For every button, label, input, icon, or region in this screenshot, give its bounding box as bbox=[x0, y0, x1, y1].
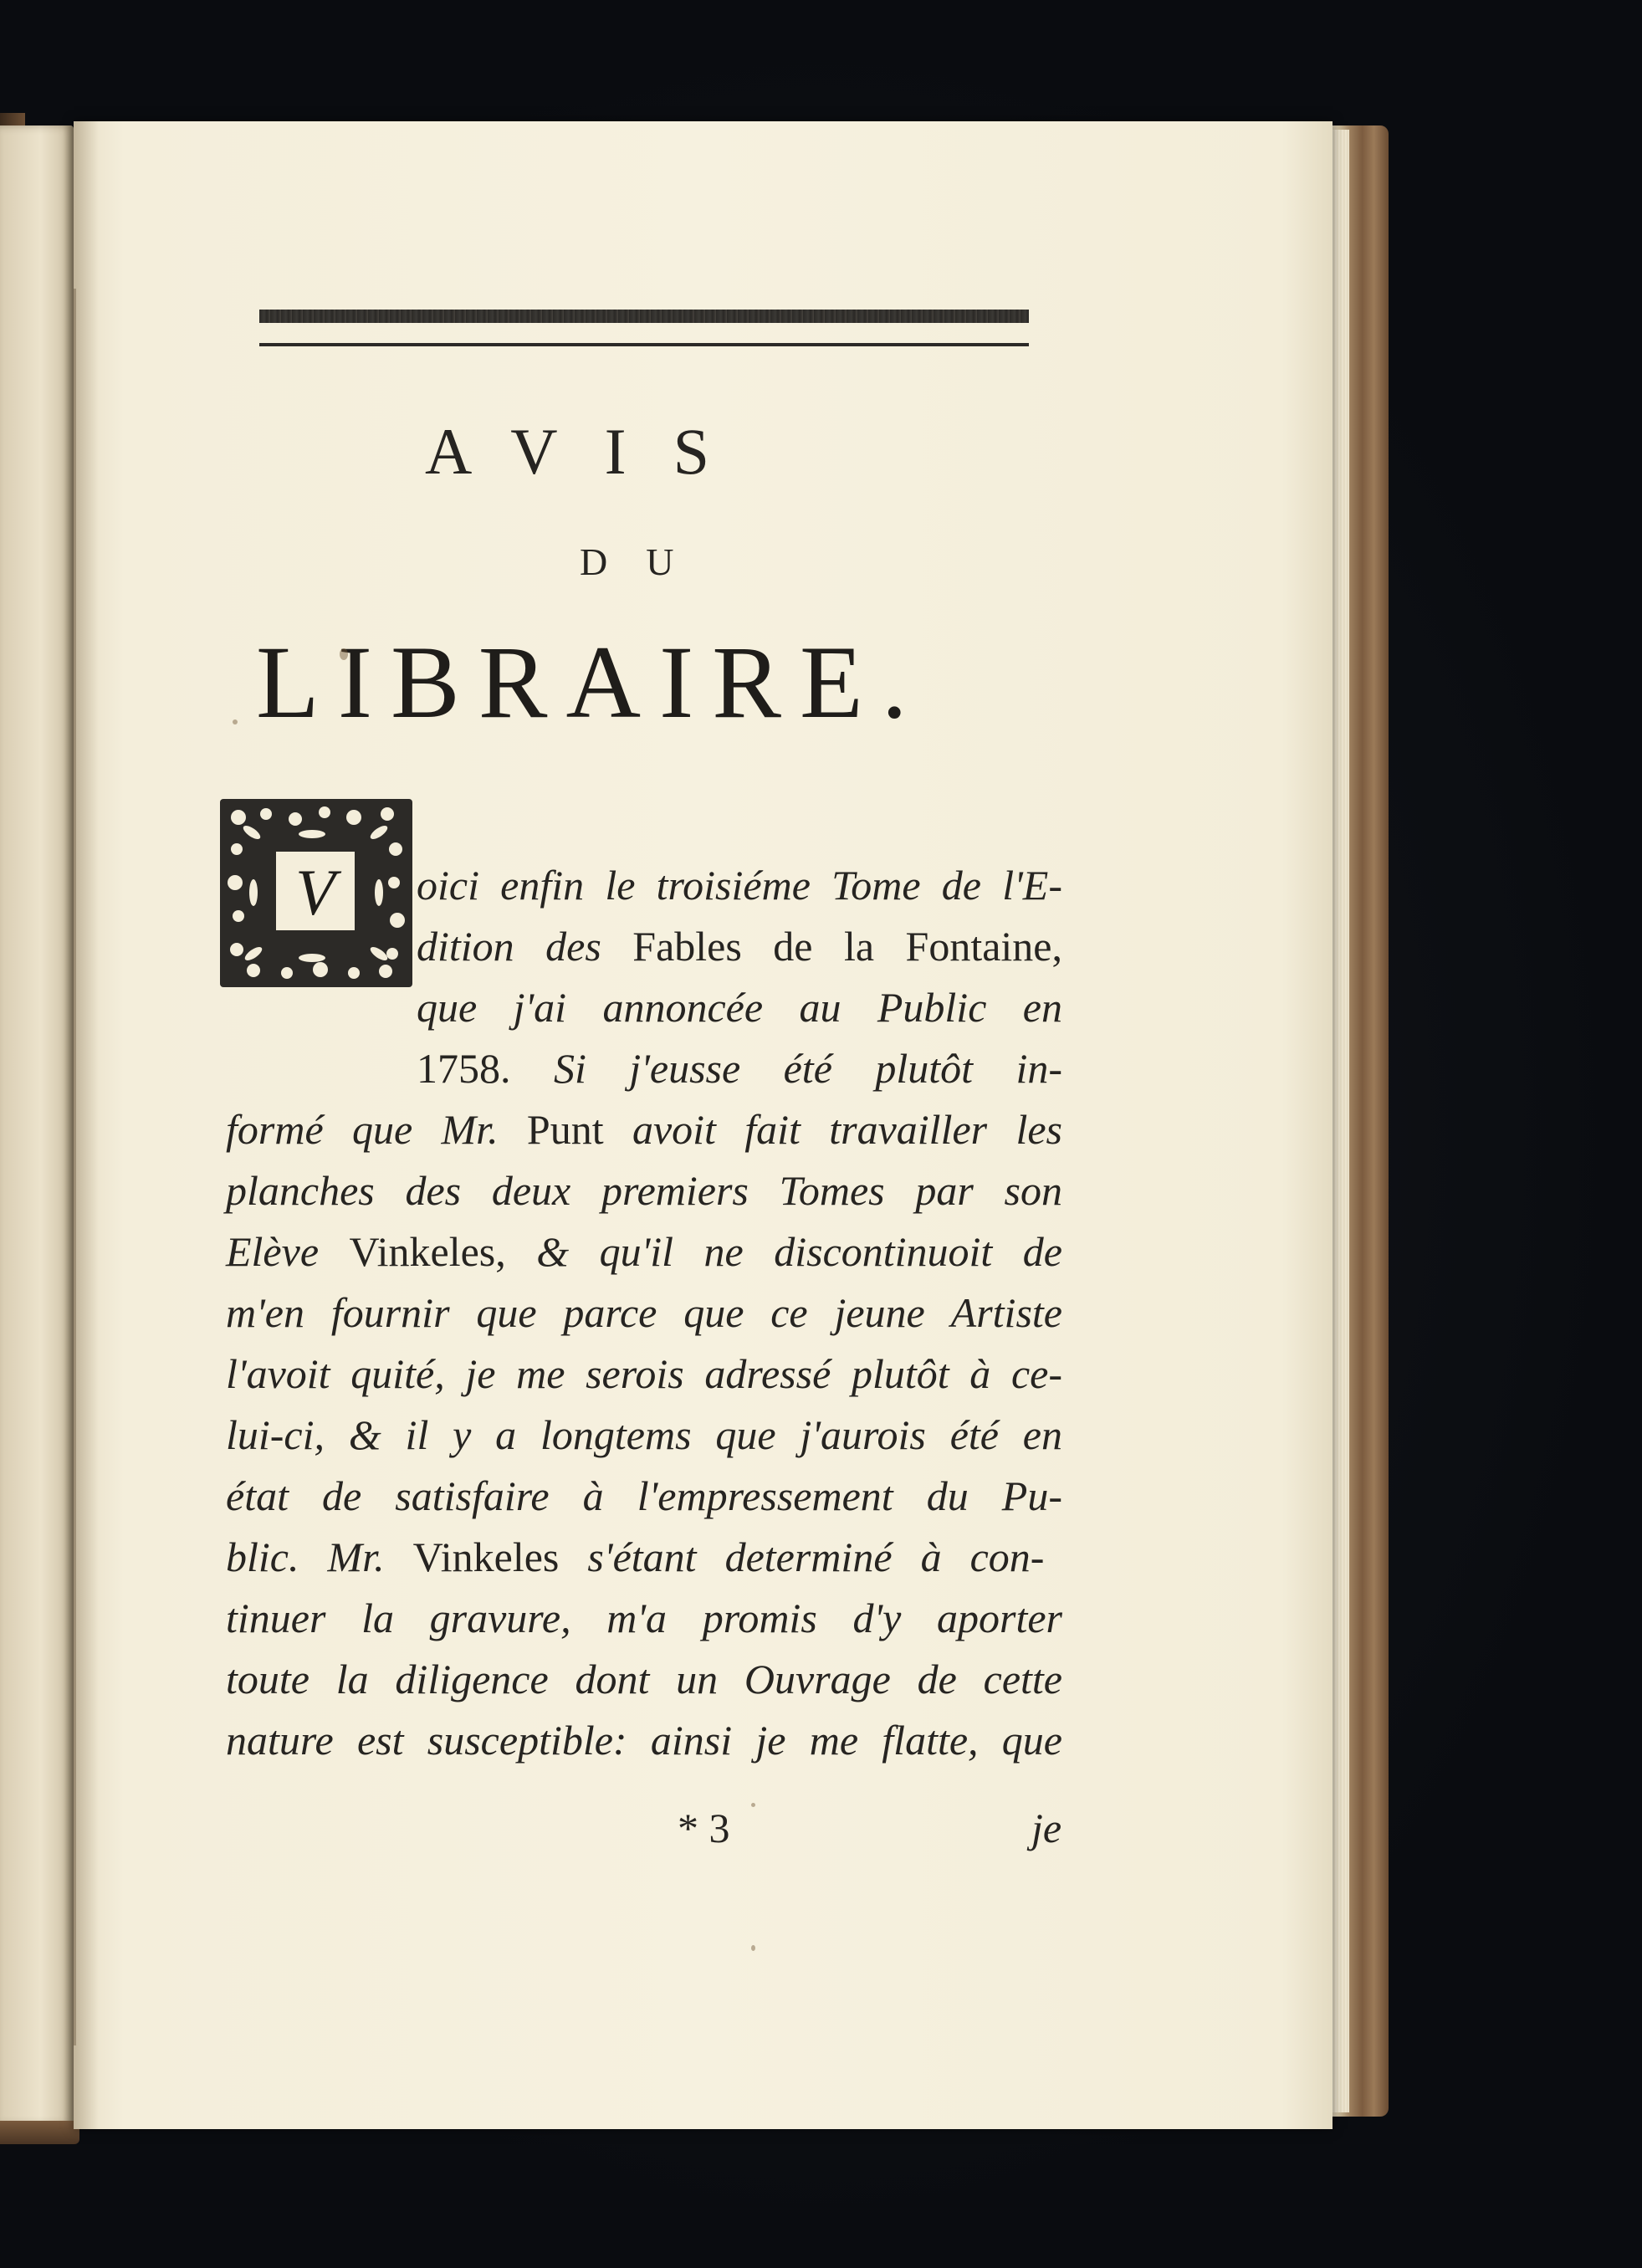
body-text-segment: formé que Mr. bbox=[226, 1106, 527, 1153]
body-line bbox=[226, 1350, 1062, 1397]
body-text-segment: Elève bbox=[226, 1228, 350, 1275]
paper-speck bbox=[340, 648, 348, 660]
left-cover-corner bbox=[0, 2121, 79, 2144]
body-text-segment: que j'ai annoncée au Public en bbox=[417, 984, 1062, 1031]
facing-page-sliver bbox=[0, 125, 74, 2125]
body-line bbox=[226, 1167, 1062, 1214]
body-text-segment: lui-ci, & il y a longtems que j'aurois été en bbox=[226, 1411, 1062, 1458]
body-text-segment: oici enfin le troisiéme Tome de l'E- bbox=[417, 862, 1062, 909]
body-text-segment: Fables de la Fontaine, bbox=[632, 923, 1063, 970]
body-line bbox=[226, 1228, 1062, 1275]
drop-cap-frame bbox=[272, 847, 359, 934]
body-text-segment: Punt bbox=[526, 1106, 632, 1153]
ornamental-drop-cap bbox=[220, 799, 412, 987]
heading-avis: AVIS bbox=[425, 415, 756, 488]
heading-du: DU bbox=[580, 540, 713, 583]
body-line bbox=[226, 1472, 1062, 1519]
body-line bbox=[226, 1597, 1062, 1639]
body-line bbox=[226, 1717, 1062, 1764]
heading-libraire: LIBRAIRE. bbox=[256, 625, 926, 740]
body-line bbox=[226, 1658, 1062, 1700]
body-text-segment: dition des bbox=[417, 923, 633, 970]
body-text-segment: état de satisfaire à l'empressement du Pu- bbox=[226, 1472, 1062, 1519]
body-text-segment: nature est susceptible: ainsi je me flatte, que bbox=[226, 1717, 1062, 1764]
gutter-shadow bbox=[74, 121, 99, 2129]
body-text-segment: tinuer la gravure, m'a promis d'y aporter bbox=[226, 1595, 1062, 1641]
body-text-segment: Si j'eusse été plutôt in- bbox=[553, 1045, 1062, 1092]
body-text-segment: Vinkeles, bbox=[349, 1228, 537, 1275]
body-text-segment: Vinkeles bbox=[412, 1533, 588, 1580]
ornamental-rule-thick bbox=[259, 310, 1029, 323]
signature-mark: * 3 bbox=[678, 1805, 730, 1851]
body-line bbox=[226, 1411, 1062, 1458]
paper-speck bbox=[233, 719, 238, 724]
body-text-segment: m'en fournir que parce que ce jeune Artiste bbox=[226, 1289, 1062, 1336]
body-line bbox=[226, 1106, 1062, 1153]
gutter-line bbox=[74, 289, 76, 2045]
body-line bbox=[417, 984, 1062, 1031]
body-line bbox=[417, 923, 1063, 970]
body-text-segment: l'avoit quité, je me serois adressé plutôt à ce- bbox=[226, 1350, 1062, 1397]
body-text-segment: avoit fait travailler les bbox=[632, 1106, 1062, 1153]
paper-speck bbox=[751, 1945, 755, 1951]
body-text-segment: s'étant determiné à con- bbox=[587, 1533, 1045, 1580]
book-page bbox=[74, 121, 1333, 2129]
ornamental-rule-thin bbox=[259, 343, 1029, 346]
body-text-segment: 1758. bbox=[417, 1045, 554, 1092]
body-text-segment: planches des deux premiers Tomes par son bbox=[226, 1167, 1062, 1214]
catchword: je bbox=[1031, 1805, 1062, 1851]
drop-cap-letter: V bbox=[295, 856, 335, 929]
paper-speck bbox=[751, 1803, 755, 1807]
body-line bbox=[417, 1045, 1062, 1092]
body-line bbox=[226, 1289, 1062, 1336]
body-line bbox=[226, 1533, 1045, 1580]
body-text-segment: toute la diligence dont un Ouvrage de cette bbox=[226, 1656, 1062, 1702]
body-text-segment: blic. Mr. bbox=[226, 1533, 413, 1580]
body-text-segment: & qu'il ne discontinuoit de bbox=[536, 1228, 1062, 1275]
body-line bbox=[417, 862, 1062, 909]
